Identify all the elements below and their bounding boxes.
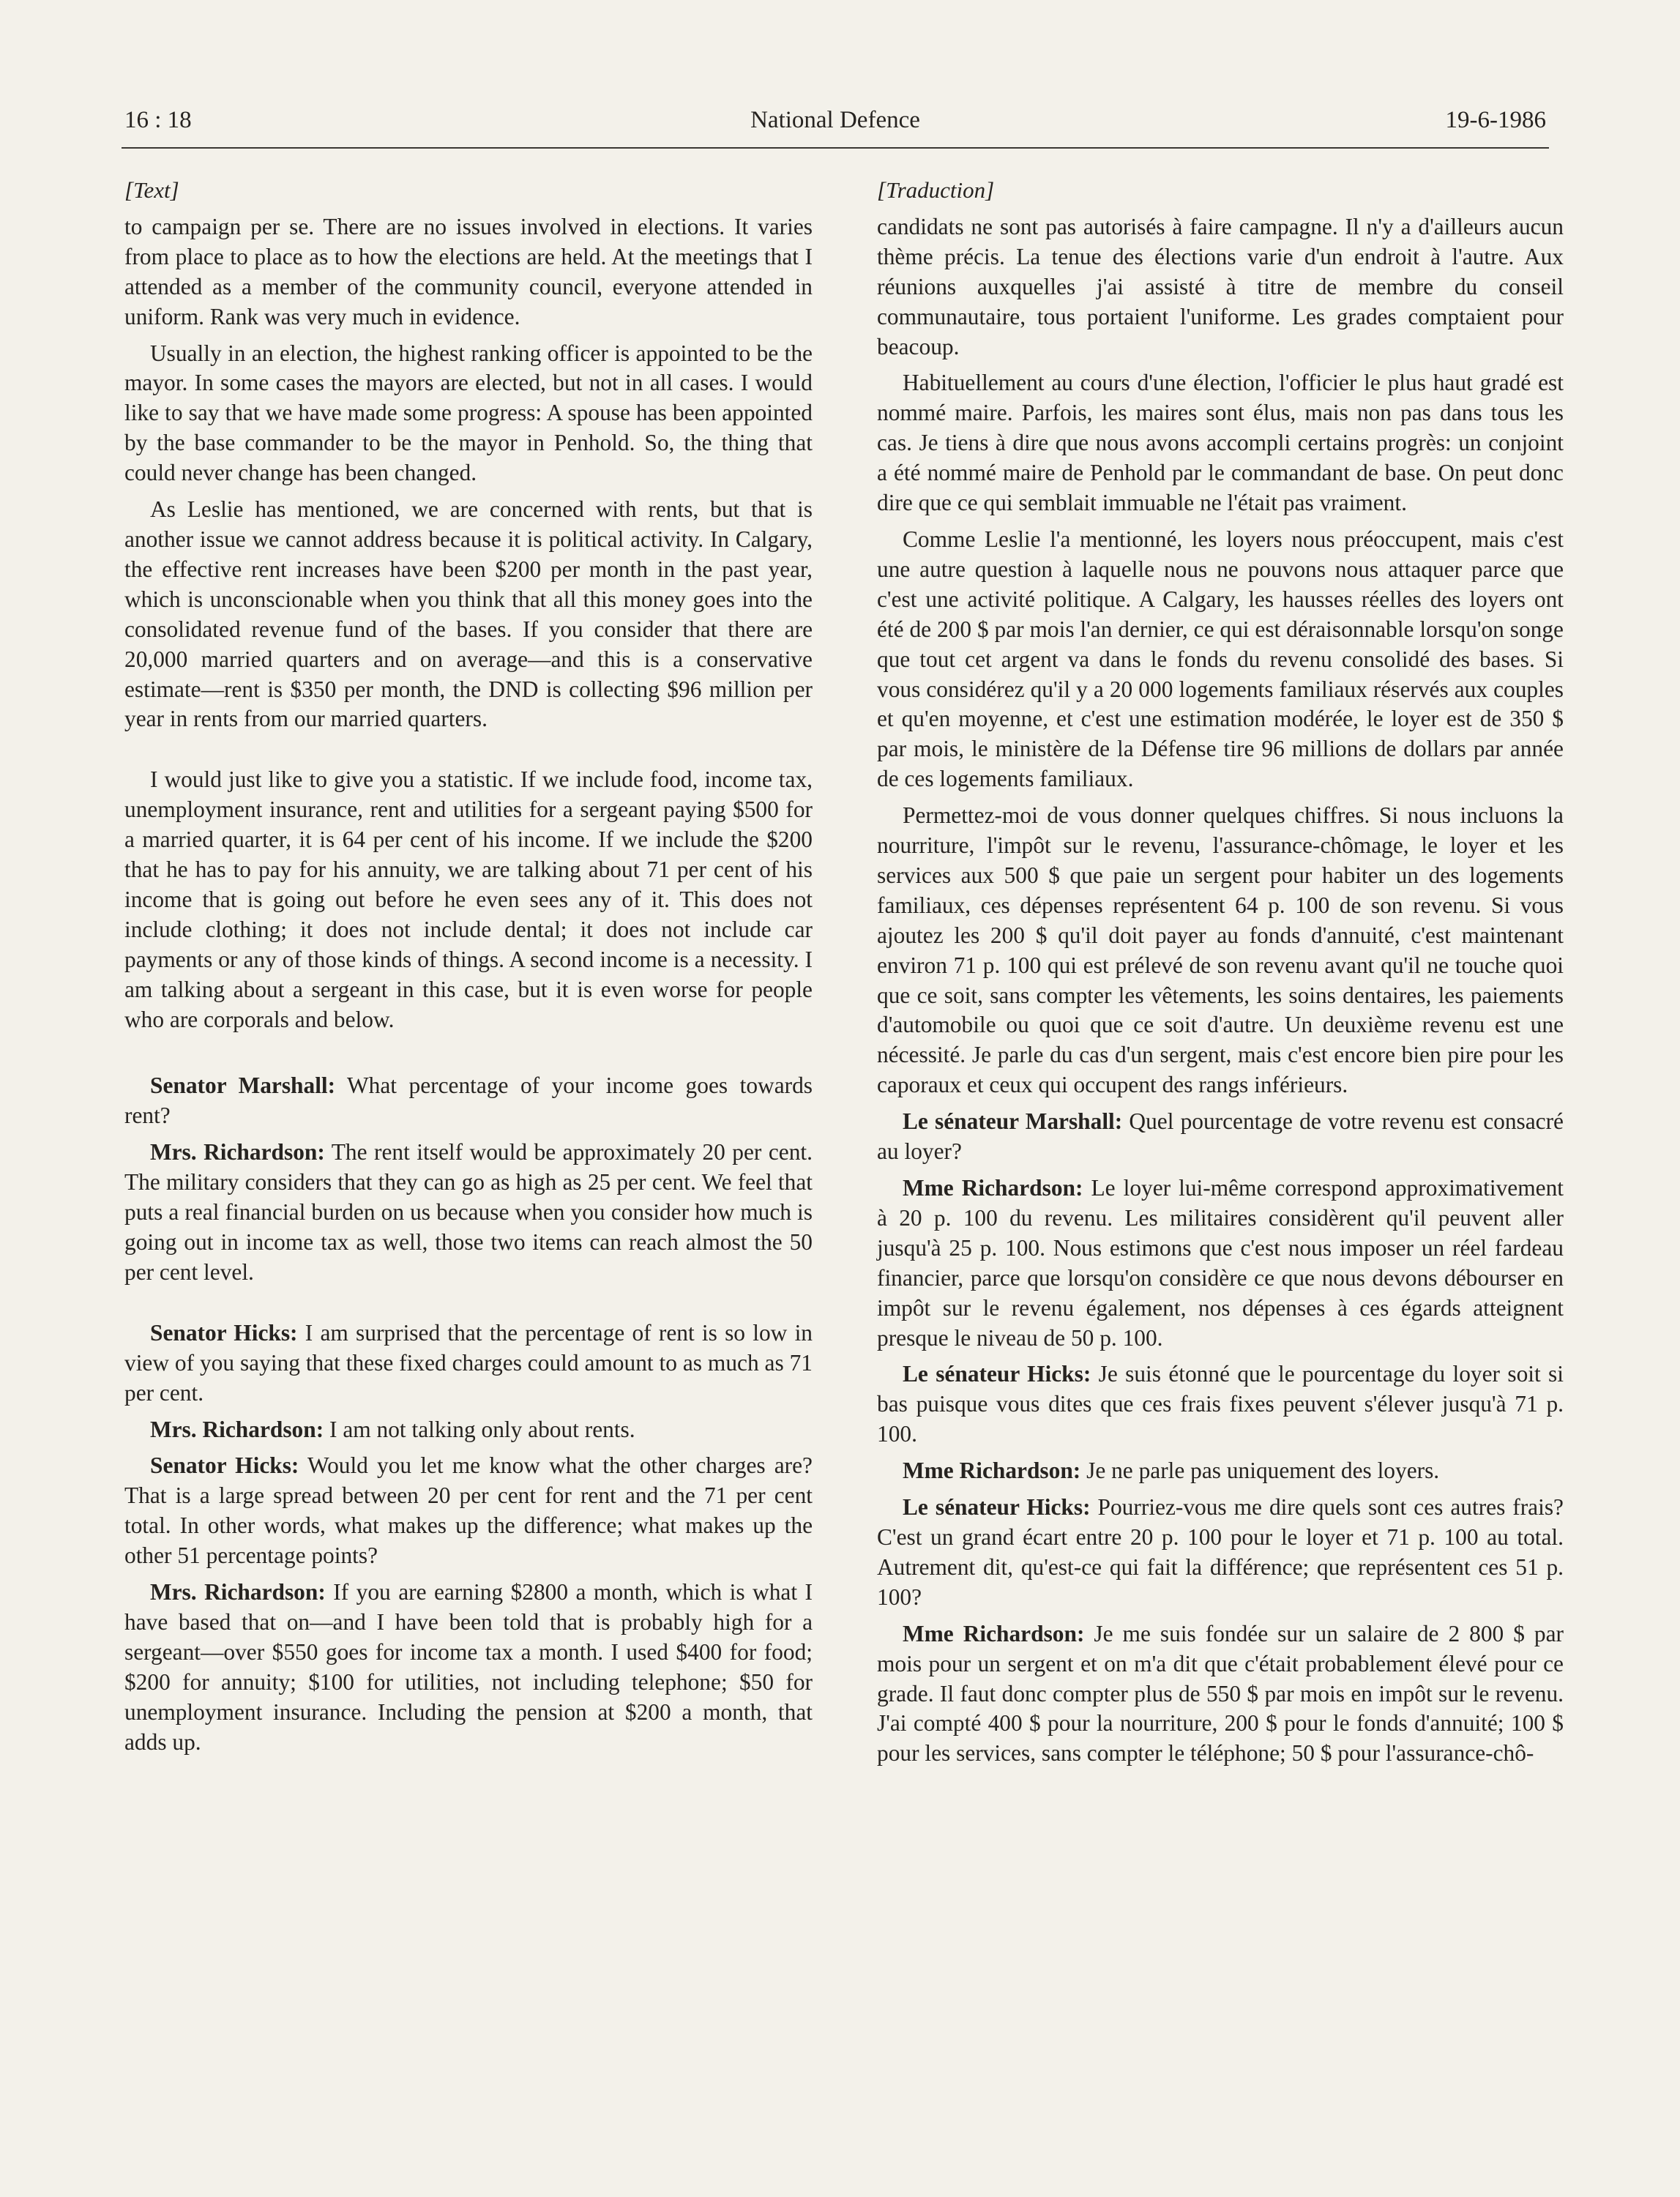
- speaker-name: Senator Hicks:: [150, 1319, 298, 1346]
- speech-text: I am not talking only about rents.: [324, 1416, 635, 1442]
- speech-text: Je ne parle pas uniquement des loyers.: [1080, 1458, 1440, 1484]
- session-date: 19-6-1986: [1445, 107, 1546, 133]
- speaker-name: Senator Marshall:: [150, 1073, 336, 1099]
- speaker-turn: [877, 1456, 1564, 1486]
- speech-text: Would you let me know what the other charges are? That is a large spread between 20 per cent for rent and the 71 per cent total. In other words, what makes up the difference; what makes up the other 51 percentage points?: [124, 1452, 813, 1569]
- speech-text: The rent itself would be approximately 20 per cent. The military considers that they can go as high as 25 per cent. We feel that puts a real financial burden on us because when you consider how much is going out in income tax as well, those two items can reach almost the 50 per cent level.: [124, 1139, 813, 1285]
- speaker-turn: [124, 1451, 813, 1571]
- speech-text: Je me suis fondée sur un salaire de 2 800 $ par mois pour un sergent et on m'a dit que c'était probablement élevé pour ce grade. Il faut donc compter plus de 550 $ par mois en impôt sur le revenu. J'ai compté 400 $ pour la nourriture, 200 $ pour le fonds d'annuité; 100 $ pour les services, sans compter le téléphone; 50 $ pour l'assurance-chô-: [877, 1620, 1564, 1767]
- french-column: [877, 176, 1564, 1775]
- speaker-turn: [877, 1619, 1564, 1769]
- speaker-turn: [877, 1107, 1564, 1167]
- paragraph: to campaign per se. There are no issues involved in elections. It varies from place to place as to how the elections are held. At the meetings that I attended as a member of the community council, everyone attended in uniform. Rank was very much in evidence.: [124, 213, 813, 329]
- speaker-name: Le sénateur Hicks:: [903, 1361, 1091, 1387]
- speaker-name: Le sénateur Marshall:: [903, 1108, 1123, 1135]
- speech-text: What percentage of your income goes towards rent?: [124, 1073, 813, 1129]
- speech-text: I am surprised that the percentage of rent is so low in view of you saying that these fixed charges could amount to as much as 71 per cent.: [124, 1319, 813, 1406]
- speech-text: If you are earning $2800 a month, which is what I have based that on—and I have been told that is probably high for a sergeant—over $550 goes for income tax a month. I used $400 for food; $200 for annuity; $100 for utilities, not including telephone; $50 for unemployment insurance. Including the pension at $200 a month, that adds up.: [124, 1579, 813, 1755]
- paragraph: candidats ne sont pas autorisés à faire campagne. Il n'y a d'ailleurs aucun thème précis. La tenue des élections varie d'un endroit à l'autre. Aux réunions auxquelles j'ai assisté à titre de membre du conseil communautaire, tous portaient l'uniforme. Les grades comptaient pour beacoup.: [877, 213, 1564, 359]
- speaker-name: Le sénateur Hicks:: [903, 1494, 1091, 1521]
- header-rule: [122, 147, 1549, 149]
- speaker-name: Mrs. Richardson:: [150, 1139, 325, 1165]
- speaker-turn: [877, 1493, 1564, 1613]
- page-number: 16 : 18: [124, 107, 192, 133]
- speaker-turn: [124, 1415, 813, 1445]
- speech-text: Je suis étonné que le pourcentage du loyer soit si bas puisque vous dites que ces frais fixes peuvent s'élever jusqu'à 71 p. 100.: [877, 1361, 1564, 1447]
- speech-text: Quel pourcentage de votre revenu est consacré au loyer?: [877, 1108, 1564, 1165]
- speaker-turn: [124, 1138, 813, 1288]
- speaker-name: Mme Richardson:: [903, 1620, 1085, 1646]
- paragraph: As Leslie has mentioned, we are concerned with rents, but that is another issue we cannot address because it is political activity. In Calgary, the effective rent increases have been $200 per month in the past year, which is unconscionable when you think that all this money goes into the consolidated revenue fund of the bases. If you consider that there are 20,000 married quarters and on average—and this is a conservative estimate—rent is $350 per month, the DND is collecting $96 million per year in rents from our married quarters.: [124, 496, 813, 732]
- speaker-turn: [877, 1174, 1564, 1353]
- paragraph: Comme Leslie l'a mentionné, les loyers nous préoccupent, mais c'est une autre question à laquelle nous ne pouvons nous attaquer parce que c'est une activité politique. A Calgary, les hausses réelles des loyers ont été de 200 $ par mois l'an dernier, ce qui est déraisonnable lorsqu'on songe que tout cet argent va dans le fonds du revenu consolidé des bases. Si vous considérez qu'il y a 20 000 logements familiaux réservés aux couples et qu'en moyenne, et c'est une estimation modérée, le loyer est de 350 $ par mois, le ministère de la Défense tire 96 millions de dollars par année de ces logements familiaux.: [877, 526, 1564, 792]
- paragraph: Usually in an election, the highest ranking officer is appointed to be the mayor. In some cases the mayors are elected, but not in all cases. I would like to say that we have made some progress: A spouse has been appointed by the base commander to be the mayor in Penhold. So, the thing that could never change has been changed.: [124, 340, 813, 486]
- paragraph: I would just like to give you a statistic. If we include food, income tax, unemployment insurance, rent and utilities for a sergeant paying $500 for a married quarter, it is 64 per cent of his income. If we include the $200 that he has to pay for his annuity, we are talking about 71 per cent of his income that is going out before he even sees any of it. This does not include clothing; it does not include dental; it does not include car payments or any of those kinds of things. A second income is a necessity. I am talking about a sergeant in this case, but it is even worse for people who are corporals and below.: [124, 766, 813, 1032]
- speaker-name: Senator Hicks:: [150, 1452, 299, 1479]
- translation-tag: [Traduction]: [877, 177, 995, 203]
- publication-title: National Defence: [750, 107, 920, 133]
- speaker-turn: [877, 1359, 1564, 1450]
- speech-text: Pourriez-vous me dire quels sont ces autres frais? C'est un grand écart entre 20 p. 100 pour le loyer et 71 p. 100 au total. Autrement dit, qu'est-ce qui fait la différence; que représentent ces 51 p. 100?: [877, 1494, 1564, 1610]
- paragraph: Permettez-moi de vous donner quelques chiffres. Si nous incluons la nourriture, l'impôt sur le revenu, l'assurance-chômage, le loyer et les services aux 500 $ que paie un sergent pour habiter un des logements familiaux, ces dépenses représentent 64 p. 100 de son revenu. Si vous ajoutez les 200 $ qu'il doit payer au fonds d'annuité, c'est maintenant environ 71 p. 100 qui est prélevé de son revenu avant qu'il ne touche quoi que ce soit, sans compter les vêtements, les soins dentaires, les paiements d'automobile ou quoi que ce soit d'autre. Un deuxième revenu est une nécessité. Je parle du cas d'un sergent, mais c'est encore bien pire pour les caporaux et ceux qui occupent des rangs inférieurs.: [877, 802, 1564, 1098]
- speech-text: Le loyer lui-même correspond approximativement à 20 p. 100 du revenu. Les militaires considèrent qu'il peuvent aller jusqu'à 25 p. 100. Nous estimons que c'est nous imposer un réel fardeau financier, parce que lorsqu'on considère ce que nous devons débourser en impôt sur le revenu également, nos dépenses à ces égards atteignent presque le niveau de 50 p. 100.: [877, 1175, 1564, 1351]
- speaker-turn: [124, 1578, 813, 1757]
- speaker-turn: [124, 1071, 813, 1131]
- speaker-name: Mrs. Richardson:: [150, 1579, 326, 1605]
- speaker-turn: [124, 1318, 813, 1409]
- speaker-name: Mrs. Richardson:: [150, 1416, 324, 1442]
- paragraph: Habituellement au cours d'une élection, l'officier le plus haut gradé est nommé maire. Parfois, les maires sont élus, mais non pas dans tous les cas. Je tiens à dire que nous avons accompli certains progrès: un conjoint a été nommé maire de Penhold par le commandant de base. On peut donc dire que ce qui semblait immuable ne l'était pas vraiment.: [877, 370, 1564, 516]
- page-header: [124, 107, 1546, 145]
- speaker-name: Mme Richardson:: [903, 1175, 1083, 1201]
- speaker-name: Mme Richardson:: [903, 1458, 1081, 1484]
- english-column: [124, 176, 813, 1764]
- text-tag: [Text]: [124, 177, 179, 203]
